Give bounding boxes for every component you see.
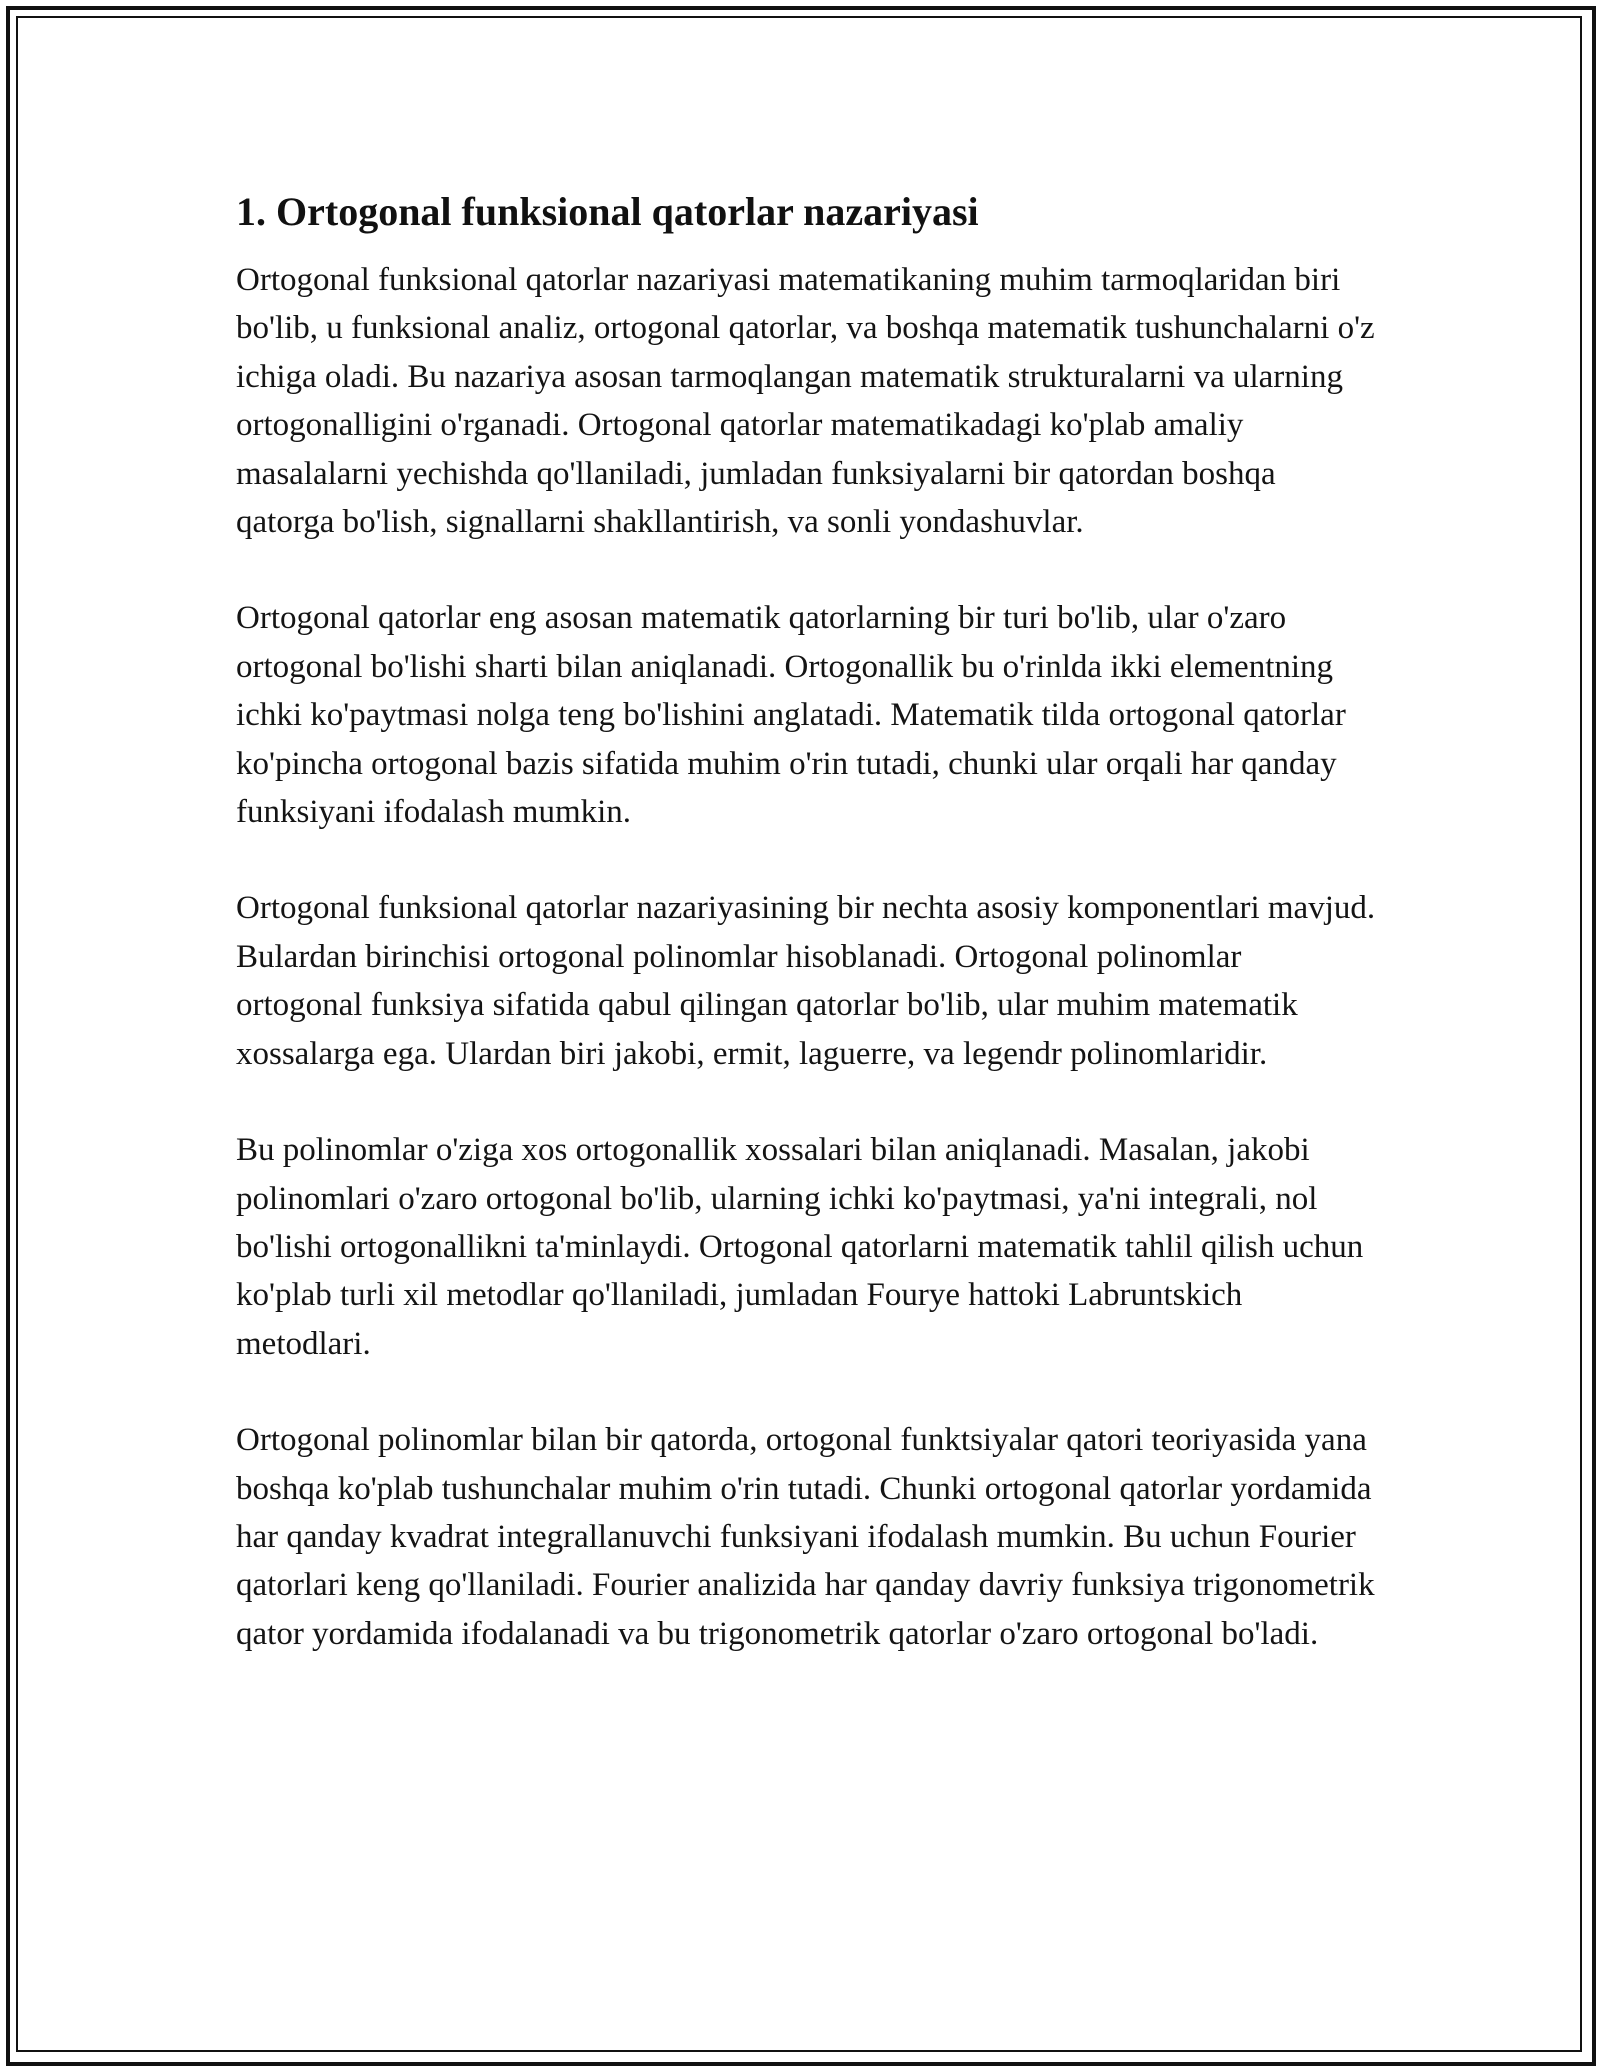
paragraph-4: Bu polinomlar o'ziga xos ortogonallik xossalari bilan aniqlanadi. Masalan, jakobi polinomlari o'zaro ortogonal bo'lib, ularning ichki ko'paytmasi, ya'ni integrali, nol bo'lishi ortogonallikni ta'minlaydi. Ortogonal qatorlarni matematik tahlil qilish uchun ko'plab turli xil metodlar qo'llaniladi, jumladan Fourye hattoki Labruntskich metodlari.: [236, 1132, 1364, 1362]
paragraph-3: Ortogonal funksional qatorlar nazariyasining bir nechta asosiy komponentlari mavjud. Bulardan birinchisi ortogonal polinomlar hisoblanadi. Ortogonal polinomlar ortogonal funksiya sifatida qabul qilingan qatorlar bo'lib, ular muhim matematik xossalarga ega. Ulardan biri jakobi, ermit, laguerre, va legendr polinomlaridir.: [236, 890, 1376, 1072]
paragraph-2: Ortogonal qatorlar eng asosan matematik qatorlarning bir turi bo'lib, ular o'zaro ortogonal bo'lishi sharti bilan aniqlanadi. Ortogonallik bu o'rinlda ikki elementning ichki ko'paytmasi nolga teng bo'lishini anglatadi. Matematik tilda ortogonal qatorlar ko'pincha ortogonal bazis sifatida muhim o'rin tutadi, chunki ular orqali har qanday funksiyani ifodalash mumkin.: [236, 600, 1346, 831]
document-body: [236, 186, 1376, 1706]
section-title: 1. Ortogonal funksional qatorlar nazariyasi: [236, 189, 979, 234]
paragraph-5: Ortogonal polinomlar bilan bir qatorda, ortogonal funktsiyalar qatori teoriyasida yana boshqa ko'plab tushunchalar muhim o'rin tutadi. Chunki ortogonal qatorlar yordamida har qanday kvadrat integrallanuvchi funksiyani ifodalash mumkin. Bu uchun Fourier qatorlari keng qo'llaniladi. Fourier analizida har qanday davriy funksiya trigonometrik qator yordamida ifodalanadi va bu trigonometrik qatorlar o'zaro ortogonal bo'ladi.: [236, 1422, 1375, 1652]
paragraph-1: Ortogonal funksional qatorlar nazariyasi matematikaning muhim tarmoqlaridan biri bo'lib, u funksional analiz, ortogonal qatorlar, va boshqa matematik tushunchalarni o'z ichiga oladi. Bu nazariya asosan tarmoqlangan matematik strukturalarni va ularning ortogonalligini o'rganadi. Ortogonal qatorlar matematikadagi ko'plab amaliy masalalarni yechishda qo'llaniladi, jumladan funksiyalarni bir qatordan boshqa qatorga bo'lish, signallarni shakllantirish, va sonli yondashuvlar.: [236, 262, 1375, 541]
